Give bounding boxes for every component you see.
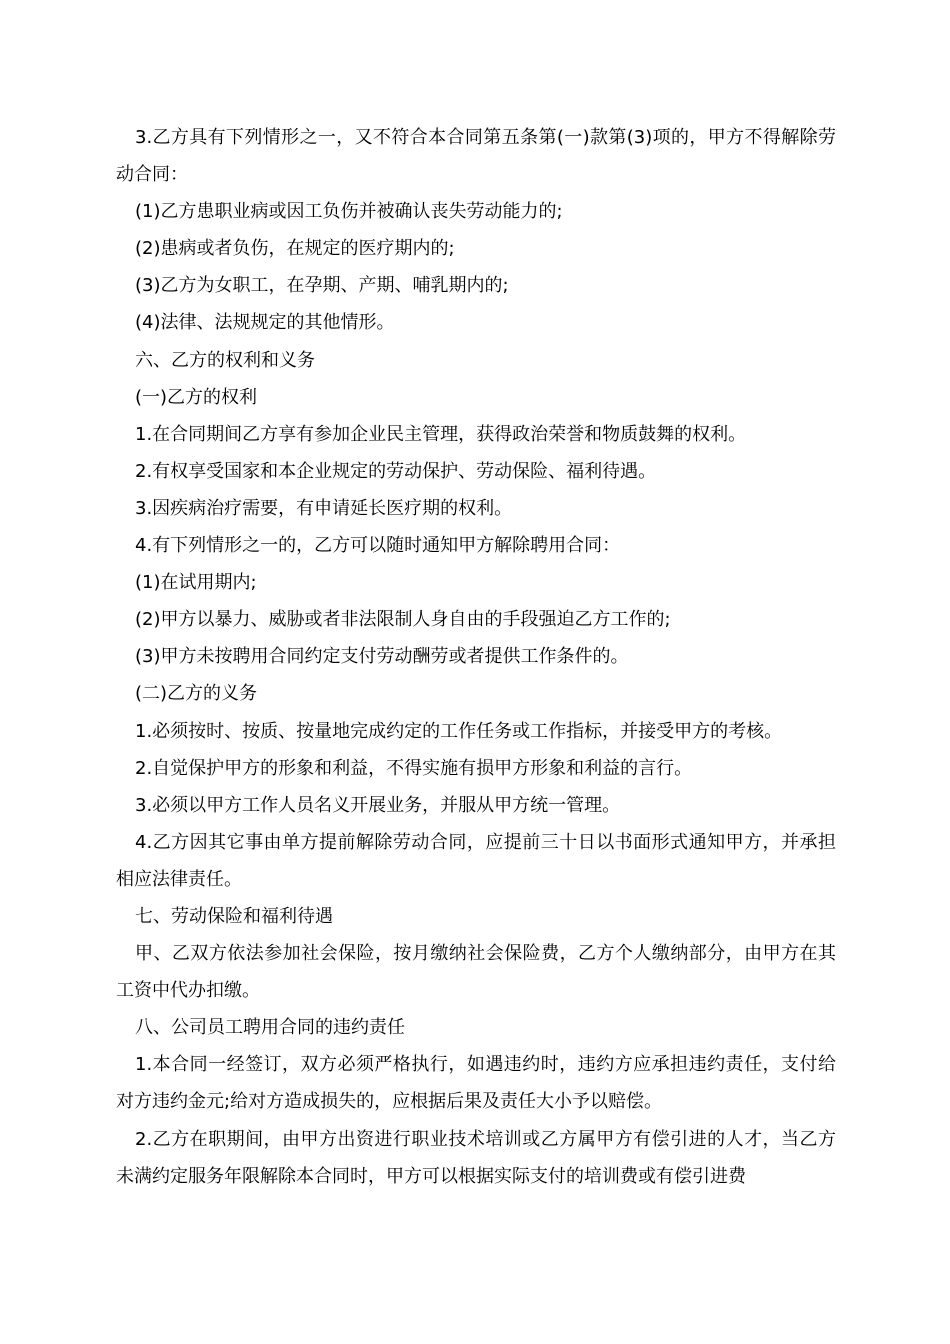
paragraph-item-1: (1)乙方患职业病或因工负伤并被确认丧失劳动能力的; <box>135 201 563 223</box>
paragraph-rights-3: 3.因疾病治疗需要，有申请延长医疗期的权利。 <box>135 497 513 519</box>
paragraph-obligations-1: 1.必须按时、按质、按量地完成约定的工作任务或工作指标，并接受甲方的考核。 <box>135 720 783 742</box>
paragraph-obligations-3: 3.必须以甲方工作人员名义开展业务，并服从甲方统一管理。 <box>135 794 621 816</box>
paragraph-rights-4: 4.有下列情形之一的，乙方可以随时通知甲方解除聘用合同： <box>135 535 621 557</box>
paragraph-insurance: 甲、乙双方依法参加社会保险，按月缴纳社会保险费，乙方个人缴纳部分，由甲方在其工资中代办扣缴。 <box>116 943 836 1002</box>
paragraph-liability-2: 2.乙方在职期间，由甲方出资进行职业技术培训或乙方属甲方有偿引进的人才，当乙方未满约定服务年限解除本合同时，甲方可以根据实际支付的培训费或有偿引进费 <box>116 1128 836 1187</box>
paragraph-obligations-2: 2.自觉保护甲方的形象和利益，不得实施有损甲方形象和利益的言行。 <box>135 757 693 779</box>
paragraph-liability-1: 1.本合同一经签订，双方必须严格执行，如遇违约时，违约方应承担违约责任，支付给对方违约金元;给对方造成损失的，应根据后果及责任大小予以赔偿。 <box>116 1054 836 1113</box>
section-heading-8: 八、公司员工聘用合同的违约责任 <box>135 1017 405 1039</box>
paragraph-rights-4-item-2: (2)甲方以暴力、威胁或者非法限制人身自由的手段强迫乙方工作的; <box>135 609 671 631</box>
paragraph-item-3: (3)乙方为女职工，在孕期、产期、哺乳期内的; <box>135 275 509 297</box>
paragraph-rights-4-item-3: (3)甲方未按聘用合同约定支付劳动酬劳或者提供工作条件的。 <box>135 646 629 668</box>
document-body <box>116 119 836 1195</box>
section-heading-6: 六、乙方的权利和义务 <box>135 349 315 371</box>
section-heading-7: 七、劳动保险和福利待遇 <box>135 905 333 927</box>
paragraph-rights-1: 1.在合同期间乙方享有参加企业民主管理，获得政治荣誉和物质鼓舞的权利。 <box>135 423 747 445</box>
paragraph-item-4: (4)法律、法规规定的其他情形。 <box>135 312 395 334</box>
paragraph-rights-2: 2.有权享受国家和本企业规定的劳动保护、劳动保险、福利待遇。 <box>135 460 657 482</box>
paragraph-rights-4-item-1: (1)在试用期内; <box>135 572 257 594</box>
subsection-heading-obligations: (二)乙方的义务 <box>135 683 258 705</box>
subsection-heading-rights: (一)乙方的权利 <box>135 386 258 408</box>
paragraph-clause-3: 3.乙方具有下列情形之一，又不符合本合同第五条第(一)款第(3)项的，甲方不得解除劳动合同： <box>116 127 836 186</box>
paragraph-item-2: (2)患病或者负伤，在规定的医疗期内的; <box>135 238 455 260</box>
paragraph-obligations-4: 4.乙方因其它事由单方提前解除劳动合同，应提前三十日以书面形式通知甲方，并承担相应法律责任。 <box>116 831 836 890</box>
